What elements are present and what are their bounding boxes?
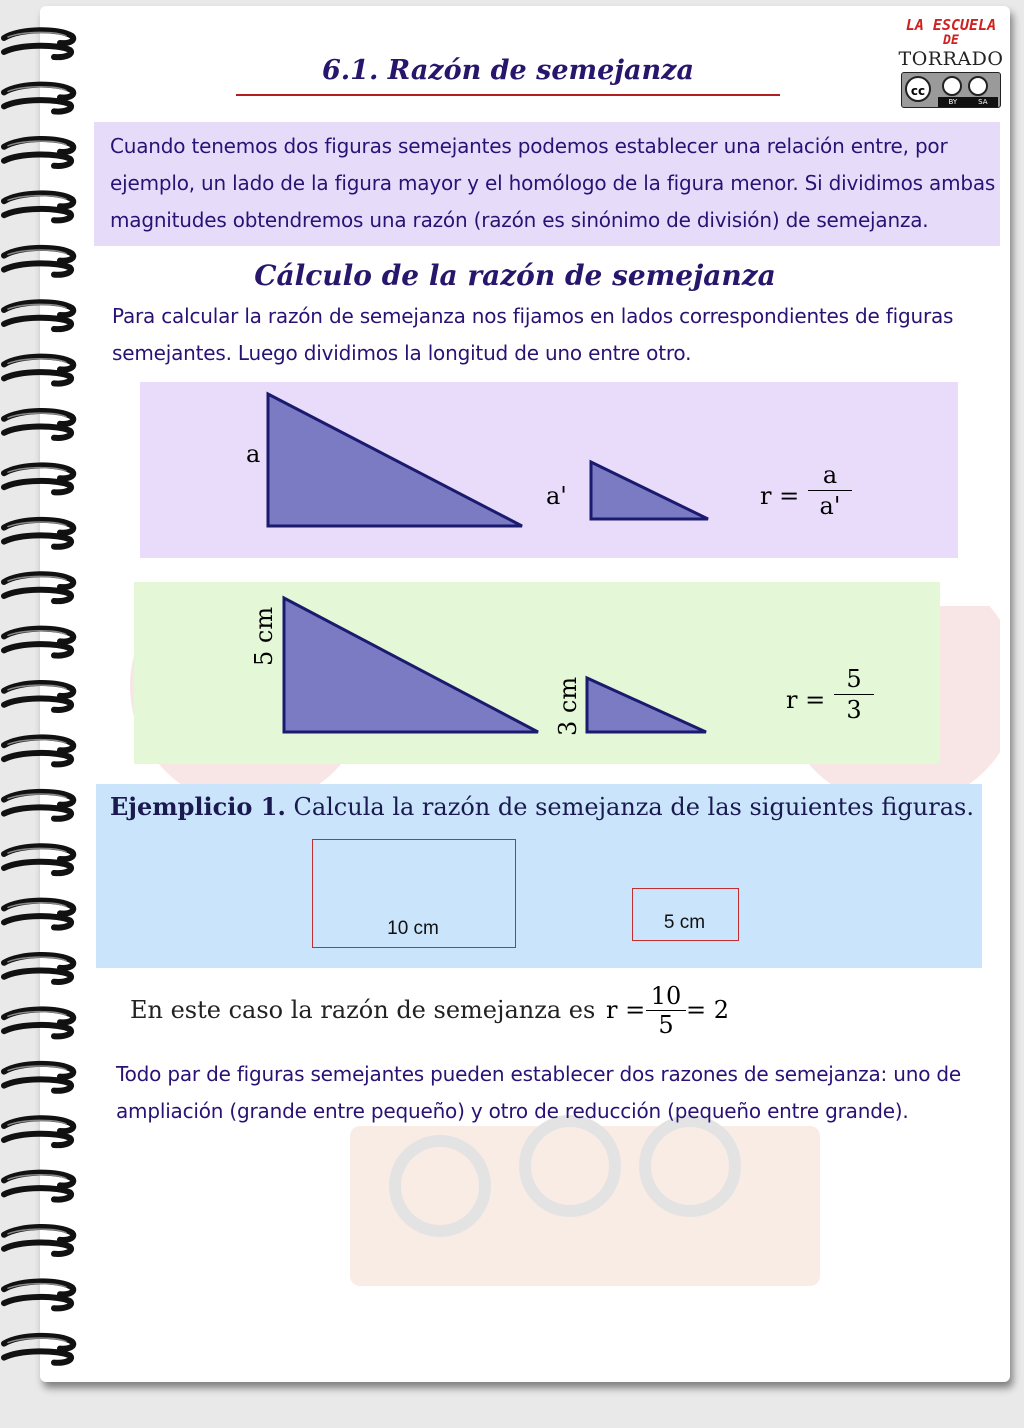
spiral-ring	[4, 1118, 73, 1145]
spiral-binding	[0, 0, 80, 1428]
spiral-ring	[4, 1173, 73, 1200]
by-icon	[942, 76, 962, 96]
license-label	[938, 97, 998, 107]
brand-line2: DE	[943, 33, 959, 48]
section-text	[112, 298, 1002, 372]
big-rectangle-label: 10 cm	[387, 918, 439, 939]
intro-line2: ejemplo, un lado de la figura mayor y el homólogo de la figura menor. Si dividimos ambas	[110, 171, 996, 195]
diagram1-big-label: a	[246, 440, 261, 468]
spiral-ring	[4, 30, 73, 57]
diagram2-big-label	[250, 606, 278, 666]
example-text: Calcula la razón de semejanza de las siguientes figuras.	[293, 793, 974, 821]
answer-denominator: 5	[658, 1011, 674, 1039]
license-by: BY	[948, 98, 958, 106]
diagram1-denominator: a'	[819, 492, 841, 520]
cc-icon	[905, 76, 931, 102]
spiral-ring	[4, 248, 73, 275]
answer-result: = 2	[686, 996, 730, 1024]
notebook-page	[40, 6, 1010, 1382]
spiral-ring	[4, 574, 73, 601]
spiral-ring	[4, 1281, 73, 1308]
diagram2-r-prefix: r =	[786, 686, 826, 714]
spiral-ring	[4, 955, 73, 982]
diagram1-numerator: a	[822, 461, 838, 489]
spiral-ring	[4, 901, 73, 928]
answer-text: En este caso la razón de semejanza es	[130, 996, 596, 1024]
diagram2-numerator: 5	[846, 665, 862, 693]
section-line2: semejantes. Luego dividimos la longitud de uno entre otro.	[112, 341, 692, 365]
spiral-ring	[4, 1064, 73, 1091]
answer-numerator: 10	[650, 982, 682, 1010]
spiral-ring	[4, 193, 73, 220]
diagram2-denominator: 3	[846, 696, 862, 724]
diagram2-small-label-text: 3 cm	[554, 676, 582, 736]
diagram1-fraction	[808, 460, 852, 521]
brand-line1: LA ESCUELA	[905, 16, 997, 34]
big-triangle-5cm	[284, 598, 538, 732]
brand-line3: TORRADO	[898, 48, 1004, 70]
spiral-ring	[4, 1336, 73, 1363]
spiral-ring	[4, 520, 73, 547]
spiral-ring	[4, 846, 73, 873]
cc-text: cc	[910, 84, 926, 98]
diagram1-r-prefix: r =	[760, 482, 800, 510]
spiral-rings	[4, 30, 73, 1363]
license-badge	[901, 72, 1001, 108]
spiral-ring	[4, 1009, 73, 1036]
spiral-ring	[4, 85, 73, 112]
intro-line1: Cuando tenemos dos figuras semejantes podemos establecer una relación entre, por	[110, 134, 948, 158]
spiral-ring	[4, 139, 73, 166]
section-subtitle: Cálculo de la razón de semejanza	[254, 259, 776, 292]
spiral-ring	[4, 357, 73, 384]
spiral-ring	[4, 629, 73, 656]
example-label: Ejemplicio 1.	[110, 792, 286, 821]
brand-logo	[892, 16, 1010, 108]
intro-line3: magnitudes obtendremos una razón (razón es sinónimo de división) de semejanza.	[110, 208, 929, 232]
spiral-ring	[4, 683, 73, 710]
diagram2-small-label	[554, 676, 582, 736]
diagram1-small-label: a'	[546, 482, 567, 510]
spiral-ring	[4, 737, 73, 764]
spiral-ring	[4, 411, 73, 438]
intro-text	[110, 128, 1010, 239]
answer-r-prefix: r =	[606, 996, 646, 1024]
small-rectangle-label: 5 cm	[663, 912, 706, 933]
small-triangle-3cm	[587, 678, 706, 732]
diagram2-big-label-text: 5 cm	[250, 606, 278, 666]
section-subtitle-wrap	[190, 254, 840, 298]
closing-line2: ampliación (grande entre pequeño) y otro de reducción (pequeño entre grande).	[116, 1099, 909, 1123]
spiral-ring	[4, 792, 73, 819]
page-title: 6.1. Razón de semejanza	[321, 55, 694, 86]
small-triangle	[591, 462, 708, 519]
closing-text	[116, 1056, 1006, 1130]
answer-fraction	[646, 982, 686, 1039]
spiral-ring	[4, 302, 73, 329]
sa-icon	[968, 76, 988, 96]
diagram2-fraction	[834, 664, 874, 725]
spiral-ring	[4, 1227, 73, 1254]
big-triangle	[268, 394, 522, 526]
section-line1: Para calcular la razón de semejanza nos fijamos en lados correspondientes de figuras	[112, 304, 954, 328]
closing-line1: Todo par de figuras semejantes pueden establecer dos razones de semejanza: uno de	[116, 1062, 961, 1086]
page-title-wrap	[236, 50, 780, 96]
example-heading	[110, 792, 980, 821]
license-sa: SA	[978, 98, 988, 106]
spiral-ring	[4, 465, 73, 492]
